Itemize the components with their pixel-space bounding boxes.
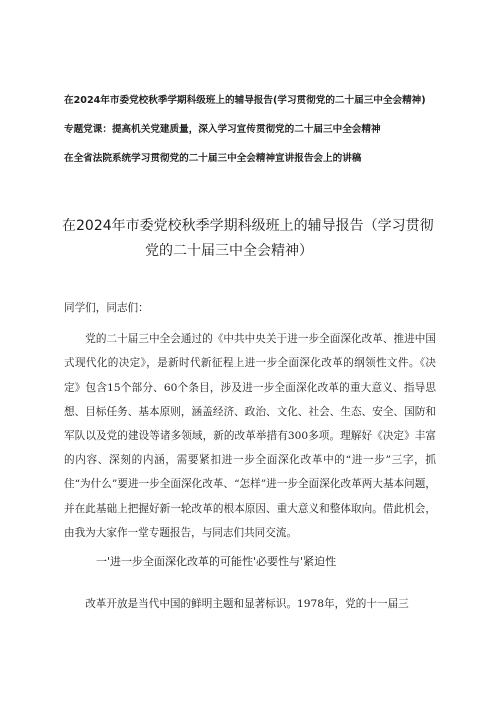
document-title: [62, 214, 452, 264]
toc-item-1[interactable]: 在2024年市委党校秋季学期科级班上的辅导报告(学习贯彻党的二十届三中全会精神): [64, 95, 426, 106]
title-line-2: 党的二十届三中全会精神）: [145, 243, 313, 259]
section-heading-1: 一'进一步全面深化改革的可能性'必要性与'紧迫性: [96, 555, 337, 568]
paragraph-2: 改革开放是当代中国的鲜明主题和显著标识。1978年，党的十一届三: [85, 598, 409, 610]
greeting: 同学们，同志们：: [64, 302, 149, 314]
toc-item-3[interactable]: 在全省法院系统学习贯彻党的二十届三中全会精神宣讲报告会上的讲稿: [64, 153, 362, 164]
title-line-1: 在2024年市委党校秋季学期科级班上的辅导报告（学习贯彻: [62, 218, 434, 234]
document-body: [64, 296, 436, 545]
toc-item-2[interactable]: 专题党课：提高机关党建质量，深入学习宣传贯彻党的二十届三中全会精神: [64, 124, 381, 135]
paragraph-1: 党的二十届三中全会通过的《中共中央关于进一步全面深化改革、推进中国式现代化的决定》，是新时代新征程上进一步全面深化改革的纲领性文件。《决定》包含15个部分、60个条目，涉及进一步全面深化改革的重大意义、指导思想、目标任务、基本原则，涵盖经济、政治、文化、社会、生态、安全、国防和军队以及党的建设等诸多领域，新的改革举措有300多项。理解好《决定》丰富的内容、深刻的内涵，需要紧扣进一步全面深化改革中的“进一步”三字，抓住“为什么”要进一步全面深化改革、“怎样”进一步全面深化改革两大基本问题，并在此基础上把握好新一轮改革的根本原因、重大意义和整体取向。借此机会，由我为大家作一堂专题报告，与同志们共同交流。: [64, 333, 436, 539]
table-of-contents: [64, 94, 464, 181]
